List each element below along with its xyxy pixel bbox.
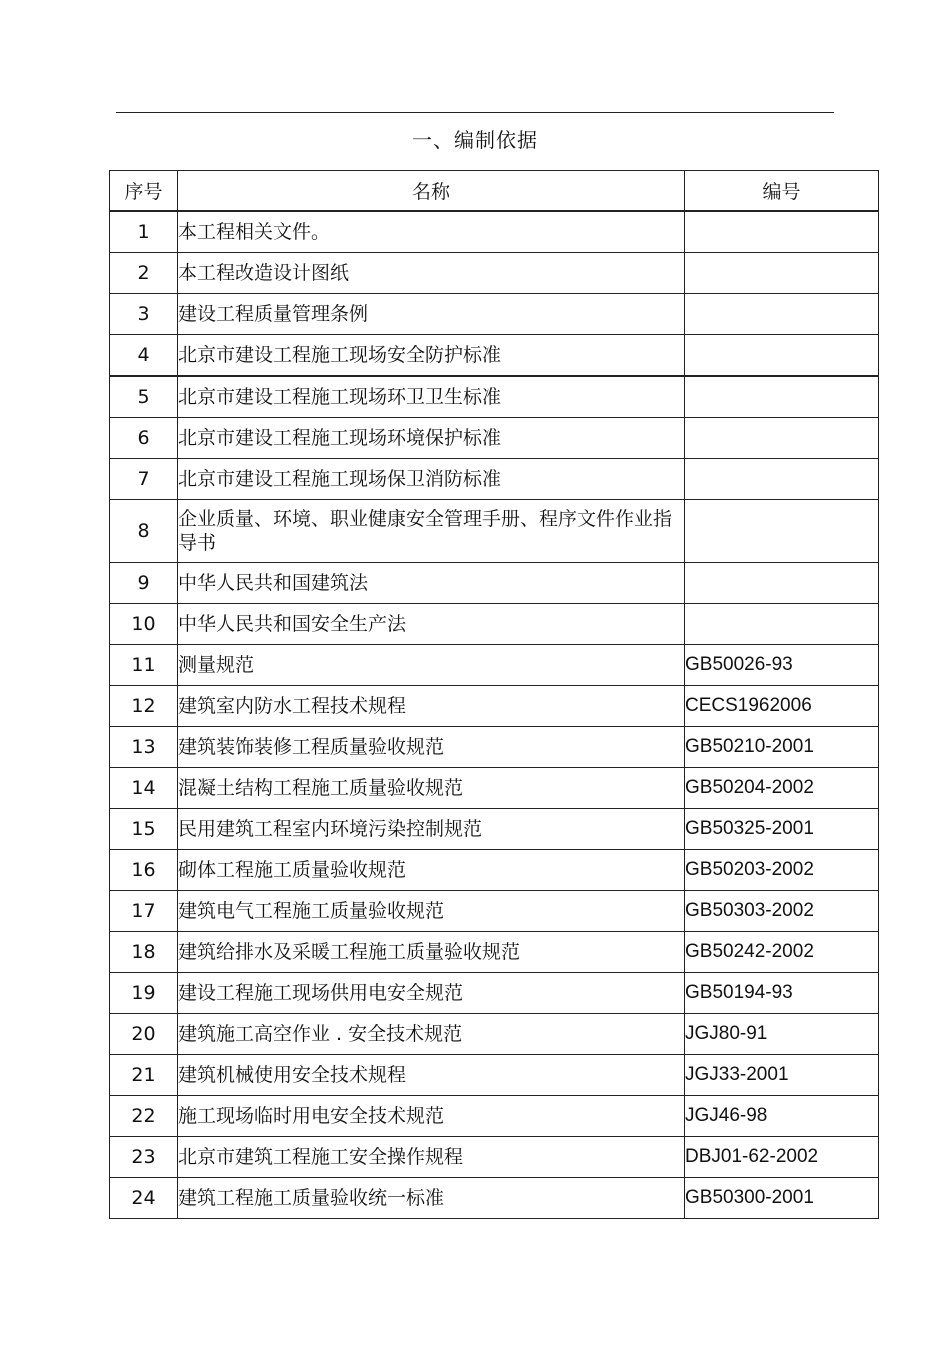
row-code: GB50026-93 xyxy=(685,645,879,686)
header-rule xyxy=(116,112,834,113)
row-number: 17 xyxy=(110,891,178,932)
table-row xyxy=(110,768,879,809)
row-number: 7 xyxy=(110,459,178,500)
row-code xyxy=(685,563,879,604)
row-code xyxy=(685,294,879,335)
table-row xyxy=(110,211,879,253)
row-number: 5 xyxy=(110,376,178,418)
row-code xyxy=(685,211,879,253)
row-number: 19 xyxy=(110,973,178,1014)
row-name: 北京市建设工程施工现场环境保护标准 xyxy=(178,418,685,459)
row-code: JGJ80-91 xyxy=(685,1014,879,1055)
table-row xyxy=(110,1137,879,1178)
row-number: 2 xyxy=(110,253,178,294)
row-code: GB50210-2001 xyxy=(685,727,879,768)
row-number: 18 xyxy=(110,932,178,973)
row-name: 北京市建设工程施工现场保卫消防标准 xyxy=(178,459,685,500)
row-code xyxy=(685,253,879,294)
table-row xyxy=(110,891,879,932)
row-name: 建筑机械使用安全技术规程 xyxy=(178,1055,685,1096)
row-code xyxy=(685,604,879,645)
table-row xyxy=(110,932,879,973)
row-name: 测量规范 xyxy=(178,645,685,686)
row-number: 4 xyxy=(110,335,178,377)
row-code xyxy=(685,335,879,377)
table-row xyxy=(110,563,879,604)
row-number: 10 xyxy=(110,604,178,645)
table-header-row xyxy=(110,171,879,212)
table-row xyxy=(110,294,879,335)
row-number: 20 xyxy=(110,1014,178,1055)
row-code: JGJ46-98 xyxy=(685,1096,879,1137)
row-name: 建筑电气工程施工质量验收规范 xyxy=(178,891,685,932)
table-row xyxy=(110,253,879,294)
table-row xyxy=(110,973,879,1014)
row-code: GB50203-2002 xyxy=(685,850,879,891)
row-name: 本工程改造设计图纸 xyxy=(178,253,685,294)
row-code: GB50300-2001 xyxy=(685,1178,879,1219)
row-number: 6 xyxy=(110,418,178,459)
section-title: 一、编制依据 xyxy=(412,128,538,152)
row-code: GB50303-2002 xyxy=(685,891,879,932)
row-name: 建筑给排水及采暖工程施工质量验收规范 xyxy=(178,932,685,973)
row-name: 建设工程质量管理条例 xyxy=(178,294,685,335)
row-name: 建筑装饰装修工程质量验收规范 xyxy=(178,727,685,768)
row-name: 民用建筑工程室内环境污染控制规范 xyxy=(178,809,685,850)
table-row xyxy=(110,1055,879,1096)
row-number: 11 xyxy=(110,645,178,686)
row-name: 建筑室内防水工程技术规程 xyxy=(178,686,685,727)
row-code: CECS1962006 xyxy=(685,686,879,727)
row-name: 北京市建设工程施工现场环卫卫生标准 xyxy=(178,376,685,418)
row-code: GB50194-93 xyxy=(685,973,879,1014)
row-name: 混凝土结构工程施工质量验收规范 xyxy=(178,768,685,809)
table-row xyxy=(110,1096,879,1137)
table-row xyxy=(110,1178,879,1219)
header-name: 名称 xyxy=(178,171,685,212)
row-number: 16 xyxy=(110,850,178,891)
row-code xyxy=(685,459,879,500)
row-code: GB50204-2002 xyxy=(685,768,879,809)
table-row xyxy=(110,459,879,500)
row-number: 24 xyxy=(110,1178,178,1219)
row-name: 砌体工程施工质量验收规范 xyxy=(178,850,685,891)
row-number: 22 xyxy=(110,1096,178,1137)
table-row xyxy=(110,645,879,686)
row-number: 8 xyxy=(110,500,178,563)
row-code: GB50325-2001 xyxy=(685,809,879,850)
row-name: 建筑施工高空作业 . 安全技术规范 xyxy=(178,1014,685,1055)
row-code xyxy=(685,500,879,563)
row-number: 15 xyxy=(110,809,178,850)
row-number: 21 xyxy=(110,1055,178,1096)
row-code: GB50242-2002 xyxy=(685,932,879,973)
row-number: 14 xyxy=(110,768,178,809)
table-row xyxy=(110,686,879,727)
row-number: 23 xyxy=(110,1137,178,1178)
header-code: 编号 xyxy=(685,171,879,212)
row-number: 13 xyxy=(110,727,178,768)
row-name: 北京市建设工程施工现场安全防护标准 xyxy=(178,335,685,377)
table-row xyxy=(110,500,879,563)
row-name: 建筑工程施工质量验收统一标准 xyxy=(178,1178,685,1219)
row-number: 12 xyxy=(110,686,178,727)
row-name: 施工现场临时用电安全技术规范 xyxy=(178,1096,685,1137)
table-row xyxy=(110,418,879,459)
row-name: 建设工程施工现场供用电安全规范 xyxy=(178,973,685,1014)
row-name: 企业质量、环境、职业健康安全管理手册、程序文件作业指导书 xyxy=(178,500,685,563)
row-number: 3 xyxy=(110,294,178,335)
row-number: 9 xyxy=(110,563,178,604)
row-name: 中华人民共和国建筑法 xyxy=(178,563,685,604)
table-row xyxy=(110,809,879,850)
table-row xyxy=(110,335,879,377)
row-code: JGJ33-2001 xyxy=(685,1055,879,1096)
row-name: 中华人民共和国安全生产法 xyxy=(178,604,685,645)
row-name: 北京市建筑工程施工安全操作规程 xyxy=(178,1137,685,1178)
table-row xyxy=(110,604,879,645)
compilation-basis-table xyxy=(109,170,879,1219)
row-code: DBJ01-62-2002 xyxy=(685,1137,879,1178)
row-number: 1 xyxy=(110,211,178,253)
row-name: 本工程相关文件。 xyxy=(178,211,685,253)
row-code xyxy=(685,376,879,418)
table-row xyxy=(110,727,879,768)
table-row xyxy=(110,376,879,418)
row-code xyxy=(685,418,879,459)
table-row xyxy=(110,1014,879,1055)
table-row xyxy=(110,850,879,891)
header-no: 序号 xyxy=(110,171,178,212)
